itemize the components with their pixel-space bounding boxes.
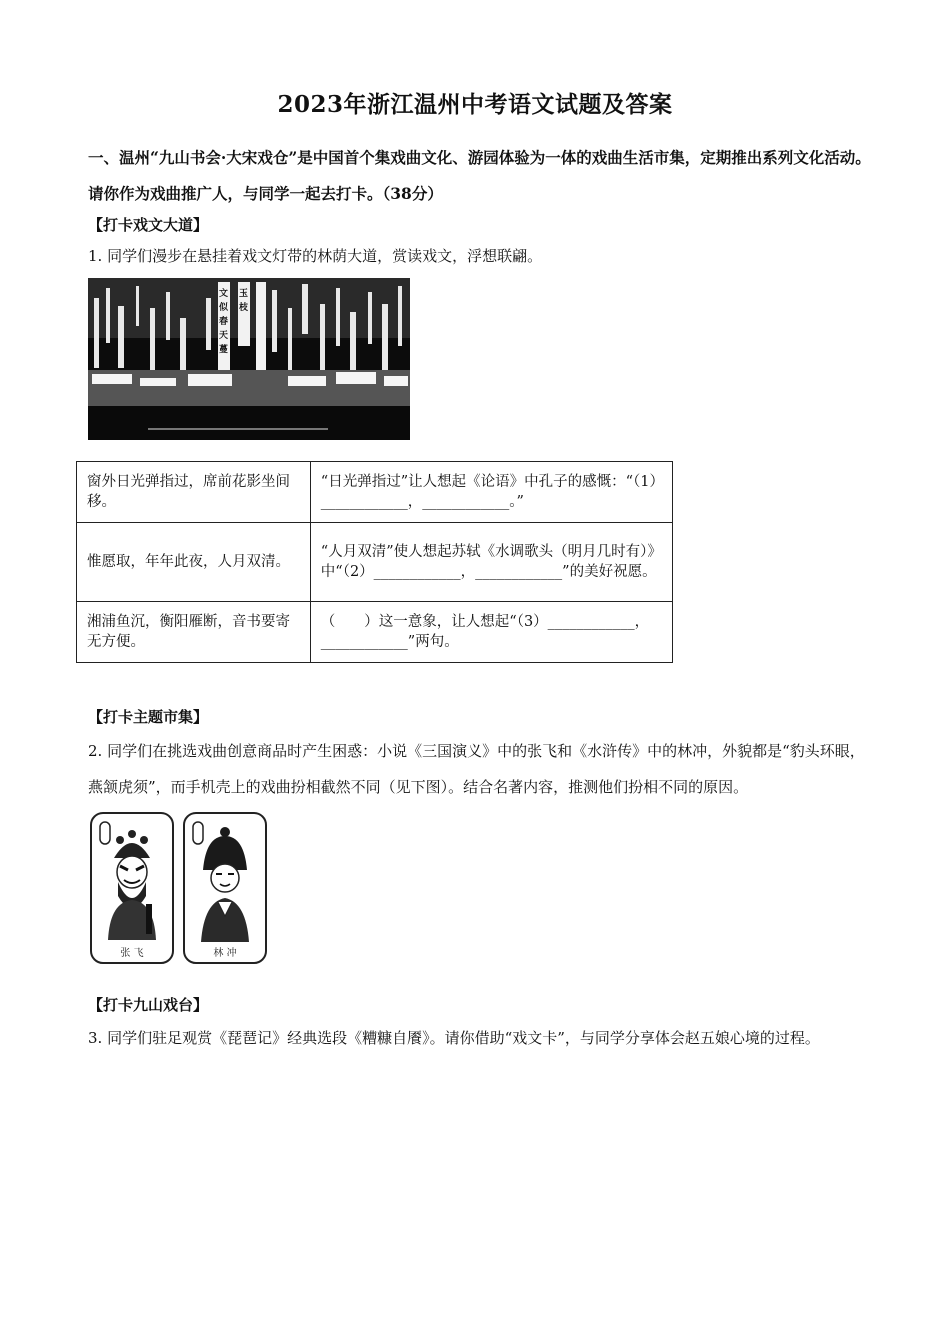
table-cell-verse: 窗外日光弹指过，席前花影坐间移。 [77, 462, 311, 523]
table-cell-prompt: “人月双清”使人想起苏轼《水调歌头（明月几时有）》中“（2）____________，____________”的美好祝愿。 [310, 523, 672, 602]
phone-case-linchong [184, 813, 266, 963]
section-heading-market: 【打卡主题市集】 [88, 708, 209, 726]
poem-lines-table [76, 461, 673, 663]
opera-phone-cases-figure [88, 810, 270, 966]
svg-text:玉: 玉 [239, 289, 249, 299]
section-heading-stage: 【打卡九山戏台】 [88, 996, 209, 1014]
lantern-avenue-photo [88, 278, 410, 440]
phone-label-zhangfei: 张 飞 [120, 948, 144, 959]
question-3-text: 3. 同学们驻足观赏《琵琶记》经典选段《糟糠自餍》。请你借助“戏文卡”，与同学分享体会赵五娘心境的过程。 [88, 1029, 820, 1047]
section-heading-avenue: 【打卡戏文大道】 [88, 216, 209, 234]
table-cell-verse: 湘浦鱼沉，衡阳雁断，音书要寄无方便。 [77, 602, 311, 663]
page-title: 2023年浙江温州中考语文试题及答案 [277, 91, 673, 118]
table-cell-prompt: “日光弹指过”让人想起《论语》中孔子的感慨：“（1）____________，____________。” [310, 462, 672, 523]
table-row [77, 523, 673, 602]
table-cell-prompt: （ ）这一意象，让人想起“（3）____________，____________”两句。 [310, 602, 672, 663]
svg-text:文: 文 [219, 289, 229, 299]
table-cell-verse: 惟愿取，年年此夜，人月双清。 [77, 523, 311, 602]
svg-text:蔓: 蔓 [219, 345, 229, 355]
phone-label-linchong: 林 冲 [213, 948, 237, 959]
table-row [77, 462, 673, 523]
svg-text:春: 春 [219, 317, 229, 327]
part-one-intro: 一、温州“九山书会·大宋戏仓”是中国首个集戏曲文化、游园体验为一体的戏曲生活市集，定期推出系列文化活动。请你作为戏曲推广人，与同学一起去打卡。（38分） [88, 148, 871, 203]
svg-text:枝: 枝 [239, 303, 249, 313]
question-2-text: 2. 同学们在挑选戏曲创意商品时产生困惑：小说《三国演义》中的张飞和《水浒传》中的林冲，外貌都是“豹头环眼，燕颔虎须”，而手机壳上的戏曲扮相截然不同（见下图）。结合名著内容，推测他们扮相不同的原因。 [88, 742, 865, 796]
phone-case-zhangfei [91, 813, 173, 963]
question-1-text: 1. 同学们漫步在悬挂着戏文灯带的林荫大道，赏读戏文，浮想联翩。 [88, 247, 543, 265]
table-row [77, 602, 673, 663]
svg-text:似: 似 [219, 303, 229, 313]
svg-text:天: 天 [219, 331, 229, 341]
